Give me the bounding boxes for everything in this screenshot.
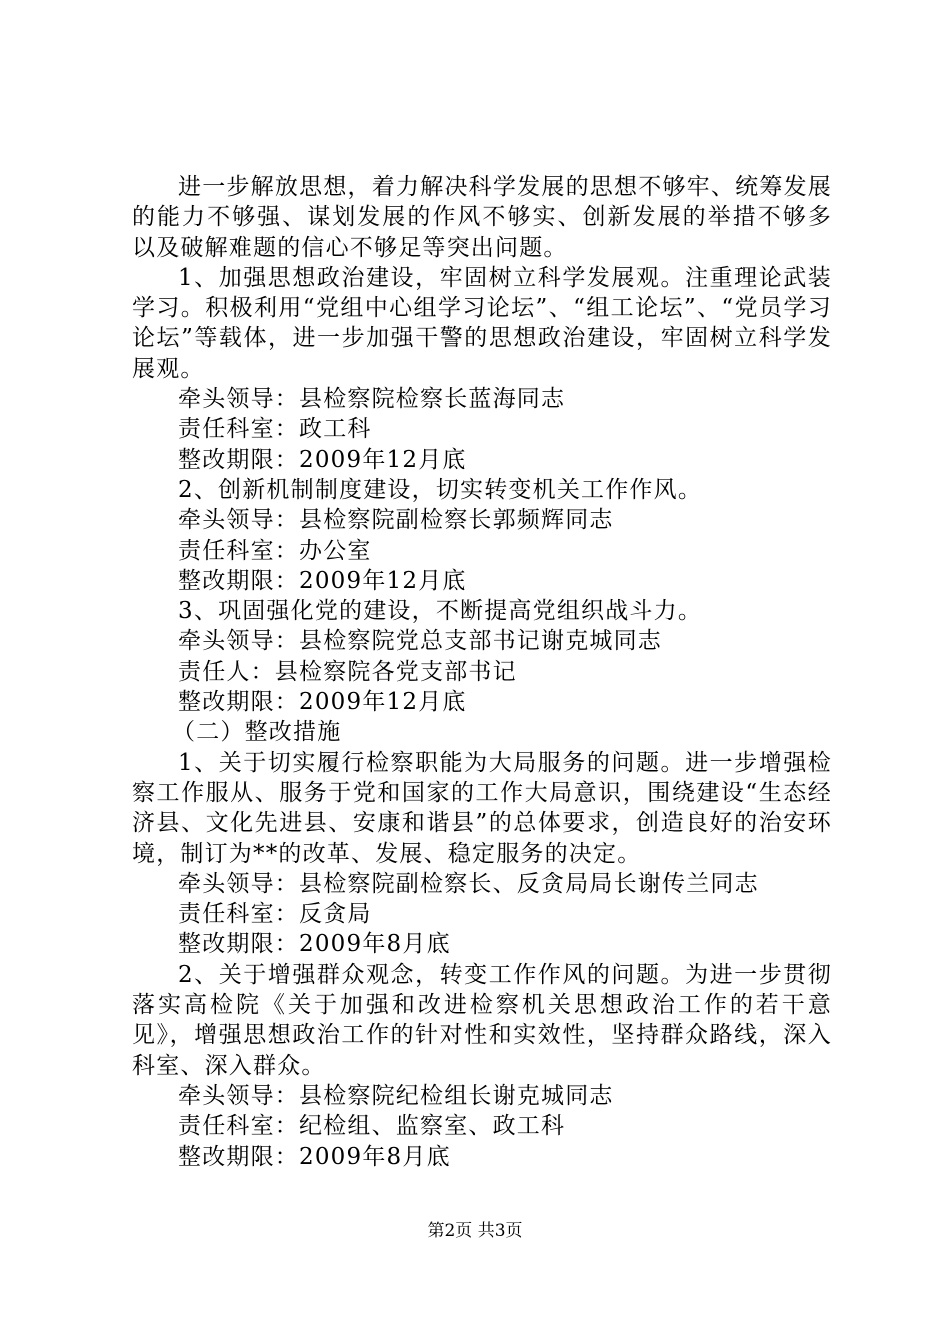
measure2-dept: 责任科室：纪检组、监察室、政工科: [178, 1113, 566, 1140]
measure1-dept: 责任科室：反贪局: [178, 901, 372, 928]
measure2-deadline: 整改期限：2009年8月底: [178, 1143, 451, 1170]
measure1-deadline: 整改期限：2009年8月底: [178, 931, 451, 958]
item3-person: 责任人：县检察院各党支部书记: [178, 658, 517, 685]
item1-dept: 责任科室：政工科: [178, 416, 372, 443]
item3-deadline: 整改期限：2009年12月底: [178, 689, 467, 716]
item3-paragraph: 3、巩固强化党的建设，不断提高党组织战斗力。: [178, 598, 703, 625]
item1-paragraph: 1、加强思想政治建设，牢固树立科学发展观。注重理论武装学习。积极利用“党组中心组学习论坛”、“组工论坛”、“党员学习论坛”等载体，进一步加强干警的思想政治建设，牢固树立科学发展观。: [132, 264, 832, 382]
item1-deadline: 整改期限：2009年12月底: [178, 446, 467, 473]
measure1-paragraph: 1、关于切实履行检察职能为大局服务的问题。进一步增强检察工作服从、服务于党和国家的工作大局意识，围绕建设“生态经济县、文化先进县、安康和谐县”的总体要求，创造良好的治安环境，制订为**的改革、发展、稳定服务的决定。: [132, 749, 832, 867]
item2-leader: 牵头领导：县检察院副检察长郭频辉同志: [178, 507, 614, 534]
item2-deadline: 整改期限：2009年12月底: [178, 567, 467, 594]
item3-leader: 牵头领导：县检察院党总支部书记谢克城同志: [178, 628, 662, 655]
item1-leader: 牵头领导：县检察院检察长蓝海同志: [178, 386, 566, 413]
intro-paragraph: 进一步解放思想，着力解决科学发展的思想不够牢、统筹发展的能力不够强、谋划发展的作风不够实、创新发展的举措不够多以及破解难题的信心不够足等突出问题。: [132, 174, 832, 261]
section2-heading: （二）整改措施: [172, 719, 342, 746]
item2-dept: 责任科室：办公室: [178, 537, 372, 564]
page-footer: 第2页 共3页: [427, 1221, 523, 1241]
measure2-leader: 牵头领导：县检察院纪检组长谢克城同志: [178, 1082, 614, 1109]
document-body: [132, 172, 832, 1172]
measure1-leader: 牵头领导：县检察院副检察长、反贪局局长谢传兰同志: [178, 870, 759, 897]
measure2-paragraph: 2、关于增强群众观念，转变工作作风的问题。为进一步贯彻落实高检院《关于加强和改进检察机关思想政治工作的若干意见》，增强思想政治工作的针对性和实效性，坚持群众路线，深入科室、深入群众。: [132, 961, 832, 1079]
item2-paragraph: 2、创新机制制度建设，切实转变机关工作作风。: [178, 476, 703, 503]
